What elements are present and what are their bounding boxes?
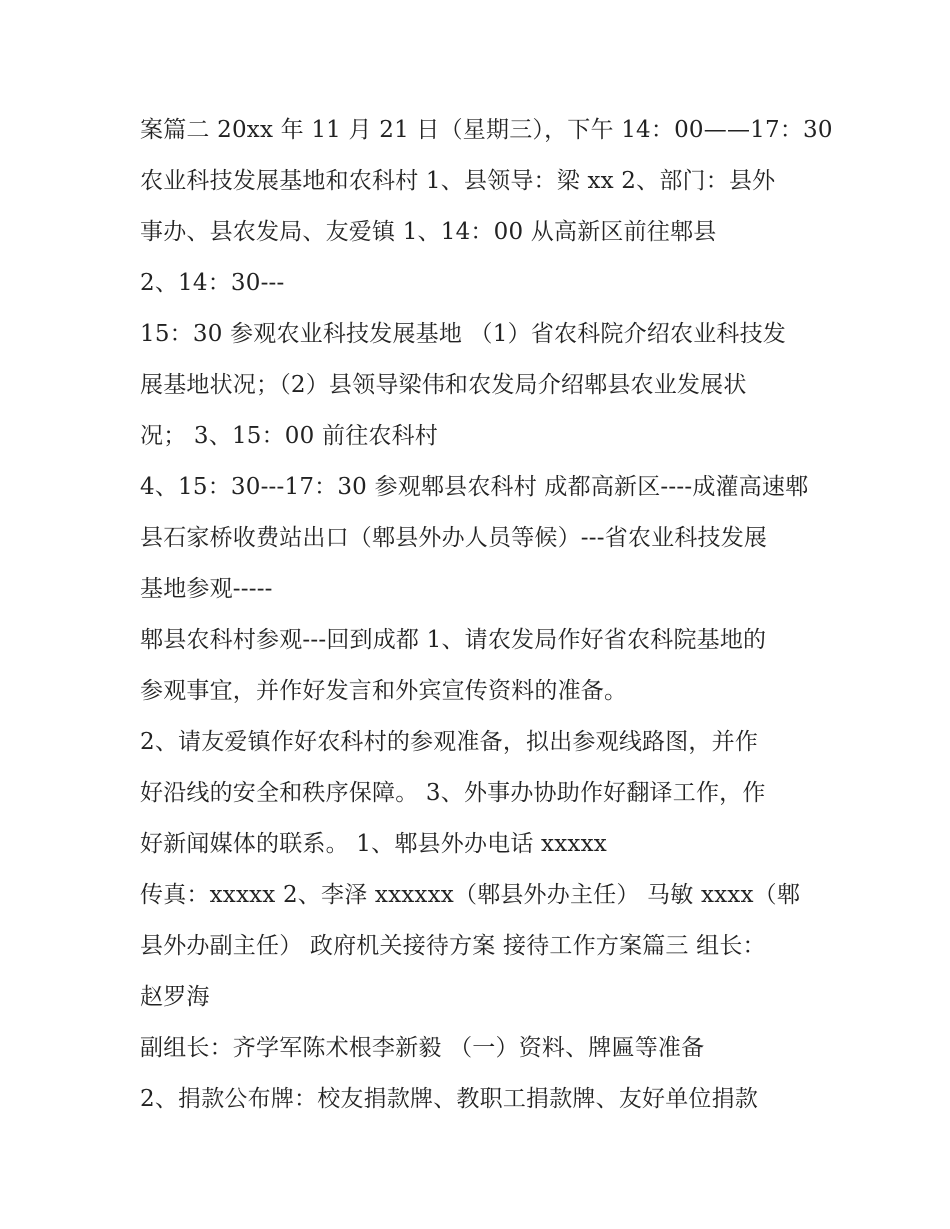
text-line: 基地参观----- <box>140 576 273 602</box>
text-line: 好沿线的安全和秩序保障。 3、外事办协助作好翻译工作，作 <box>140 780 766 806</box>
text-line: 好新闻媒体的联系。 1、郫县外办电话 xxxxx <box>140 831 607 857</box>
text-line: 郫县农科村参观---回到成都 1、请农发局作好省农科院基地的 <box>140 627 767 653</box>
text-line: 况； 3、15：00 前往农科村 <box>140 423 438 449</box>
text-line: 参观事宜，并作好发言和外宾宣传资料的准备。 <box>140 678 628 704</box>
text-line: 赵罗海 <box>140 984 210 1010</box>
text-line: 4、15：30---17：30 参观郫县农科村 成都高新区----成灌高速郫 <box>140 474 809 500</box>
document-body <box>140 105 833 1125</box>
text-line: 展基地状况；（2）县领导梁伟和农发局介绍郫县农业发展状 <box>140 372 747 398</box>
text-line: 副组长：齐学军陈术根李新毅 （一）资料、牌匾等准备 <box>140 1035 705 1061</box>
text-line: 农业科技发展基地和农科村 1、县领导：梁 xx 2、部门：县外 <box>140 168 776 194</box>
text-line: 县石家桥收费站出口（郫县外办人员等候）---省农业科技发展 <box>140 525 768 551</box>
text-line: 案篇二 20xx 年 11 月 21 日（星期三），下午 14：00——17：30 <box>140 117 833 143</box>
text-line: 县外办副主任） 政府机关接待方案 接待工作方案篇三 组长： <box>140 933 766 959</box>
text-line: 2、请友爱镇作好农科村的参观准备，拟出参观线路图，并作 <box>140 729 759 755</box>
text-line: 15：30 参观农业科技发展基地 （1）省农科院介绍农业科技发 <box>140 321 786 347</box>
text-line: 事办、县农发局、友爱镇 1、14：00 从高新区前往郫县 <box>140 219 717 245</box>
text-line: 传真：xxxxx 2、李泽 xxxxxx（郫县外办主任） 马敏 xxxx（郫 <box>140 882 801 908</box>
text-line: 2、捐款公布牌：校友捐款牌、教职工捐款牌、友好单位捐款 <box>140 1086 759 1112</box>
text-line: 2、14：30--- <box>140 270 285 296</box>
